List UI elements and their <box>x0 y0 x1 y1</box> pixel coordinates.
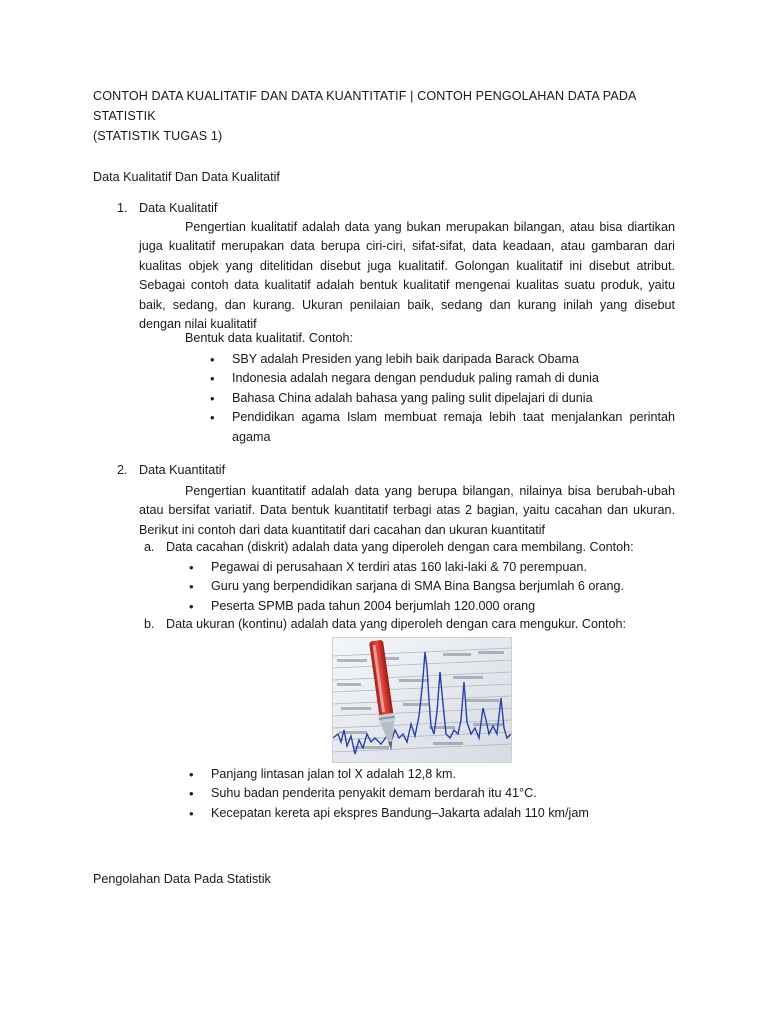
item1-examples-intro: Bentuk data kualitatif. Contoh: <box>185 331 354 345</box>
item2-number: 2. <box>117 463 128 477</box>
title-line-2: (STATISTIK TUGAS 1) <box>93 129 223 143</box>
bullet-icon: • <box>189 560 194 575</box>
item1-paragraph-text: Pengertian kualitatif adalah data yang bukan merupakan bilangan, atau bisa diartikan juga kualitatif merupakan data berupa ciri-ciri, sifat-sifat, data keadaan, atau gambaran dari kualitas objek yang ditelitidan disebut juga kualitatif. Golongan kualitatif ini disebut atribut. Sebagai contoh data kualitatif adalah bentuk kualitatif mengenai kualitas suatu produk, yaitu baik, sedang, dan kurang. Ukuran penilaian baik, sedang dan kurang inilah yang disebut dengan nilai kualitatif <box>139 220 675 332</box>
item1-number: 1. <box>117 201 128 215</box>
list-item: • SBY adalah Presiden yang lebih baik daripada Barack Obama <box>232 350 675 369</box>
item2-paragraph <box>139 482 675 540</box>
document-title <box>93 86 683 146</box>
list-item: • Kecepatan kereta api ekspres Bandung–Jakarta adalah 110 km/jam <box>211 804 671 823</box>
bullet-icon: • <box>189 767 194 782</box>
section-heading: Data Kualitatif Dan Data Kualitatif <box>93 170 280 184</box>
list-item: • Indonesia adalah negara dengan penduduk paling ramah di dunia <box>232 369 675 388</box>
bullet-icon: • <box>210 390 215 406</box>
list-item: • Bahasa China adalah bahasa yang paling sulit dipelajari di dunia <box>232 389 675 408</box>
bullet-icon: • <box>210 352 215 367</box>
list-item: • Guru yang berpendidikan sarjana di SMA Bina Bangsa berjumlah 6 orang. <box>211 577 671 596</box>
footer-heading: Pengolahan Data Pada Statistik <box>93 872 271 886</box>
list-item: • Panjang lintasan jalan tol X adalah 12,8 km. <box>211 765 671 784</box>
pen-on-chart-image <box>332 637 512 763</box>
bullet-icon: • <box>210 410 215 426</box>
item1-label: Data Kualitatif <box>139 201 218 215</box>
item2-label: Data Kuantitatif <box>139 463 226 477</box>
sub-a-text: Data cacahan (diskrit) adalah data yang diperoleh dengan cara membilang. Contoh: <box>166 540 634 554</box>
bullet-icon: • <box>189 579 194 595</box>
list-item: • Suhu badan penderita penyakit demam berdarah itu 41°C. <box>211 784 671 803</box>
pen-chart-illustration <box>333 638 511 762</box>
title-line-1: CONTOH DATA KUALITATIF DAN DATA KUANTITATIF | CONTOH PENGOLAHAN DATA PADA STATISTIK <box>93 89 636 123</box>
sub-b-text: Data ukuran (kontinu) adalah data yang diperoleh dengan cara mengukur. Contoh: <box>166 617 626 631</box>
list-item: • Pegawai di perusahaan X terdiri atas 160 laki-laki & 70 perempuan. <box>211 558 671 577</box>
bullet-icon: • <box>189 598 194 614</box>
sub-b-example-list <box>189 765 671 823</box>
bullet-icon: • <box>189 805 194 821</box>
list-item: • Pendidikan agama Islam membuat remaja lebih taat menjalankan perintah agama <box>210 410 675 444</box>
item2-paragraph-text: Pengertian kuantitatif adalah data yang berupa bilangan, nilainya bisa berubah-ubah atau bersifat variatif. Data bentuk kuantitatif terbagi atas 2 bagian, yaitu cacahan dan ukuran. Berikut ini contoh dari data kuantitatif dari cacahan dan ukuran kuantitatif <box>139 484 675 537</box>
sub-b-marker: b. <box>144 617 155 631</box>
item1-paragraph <box>139 218 675 334</box>
sub-a-marker: a. <box>144 540 155 554</box>
bullet-icon: • <box>189 786 194 802</box>
item1-example-list <box>210 350 675 447</box>
list-item: • Peserta SPMB pada tahun 2004 berjumlah 120.000 orang <box>211 597 671 616</box>
sub-a-example-list <box>189 558 671 616</box>
bullet-icon: • <box>210 371 215 387</box>
